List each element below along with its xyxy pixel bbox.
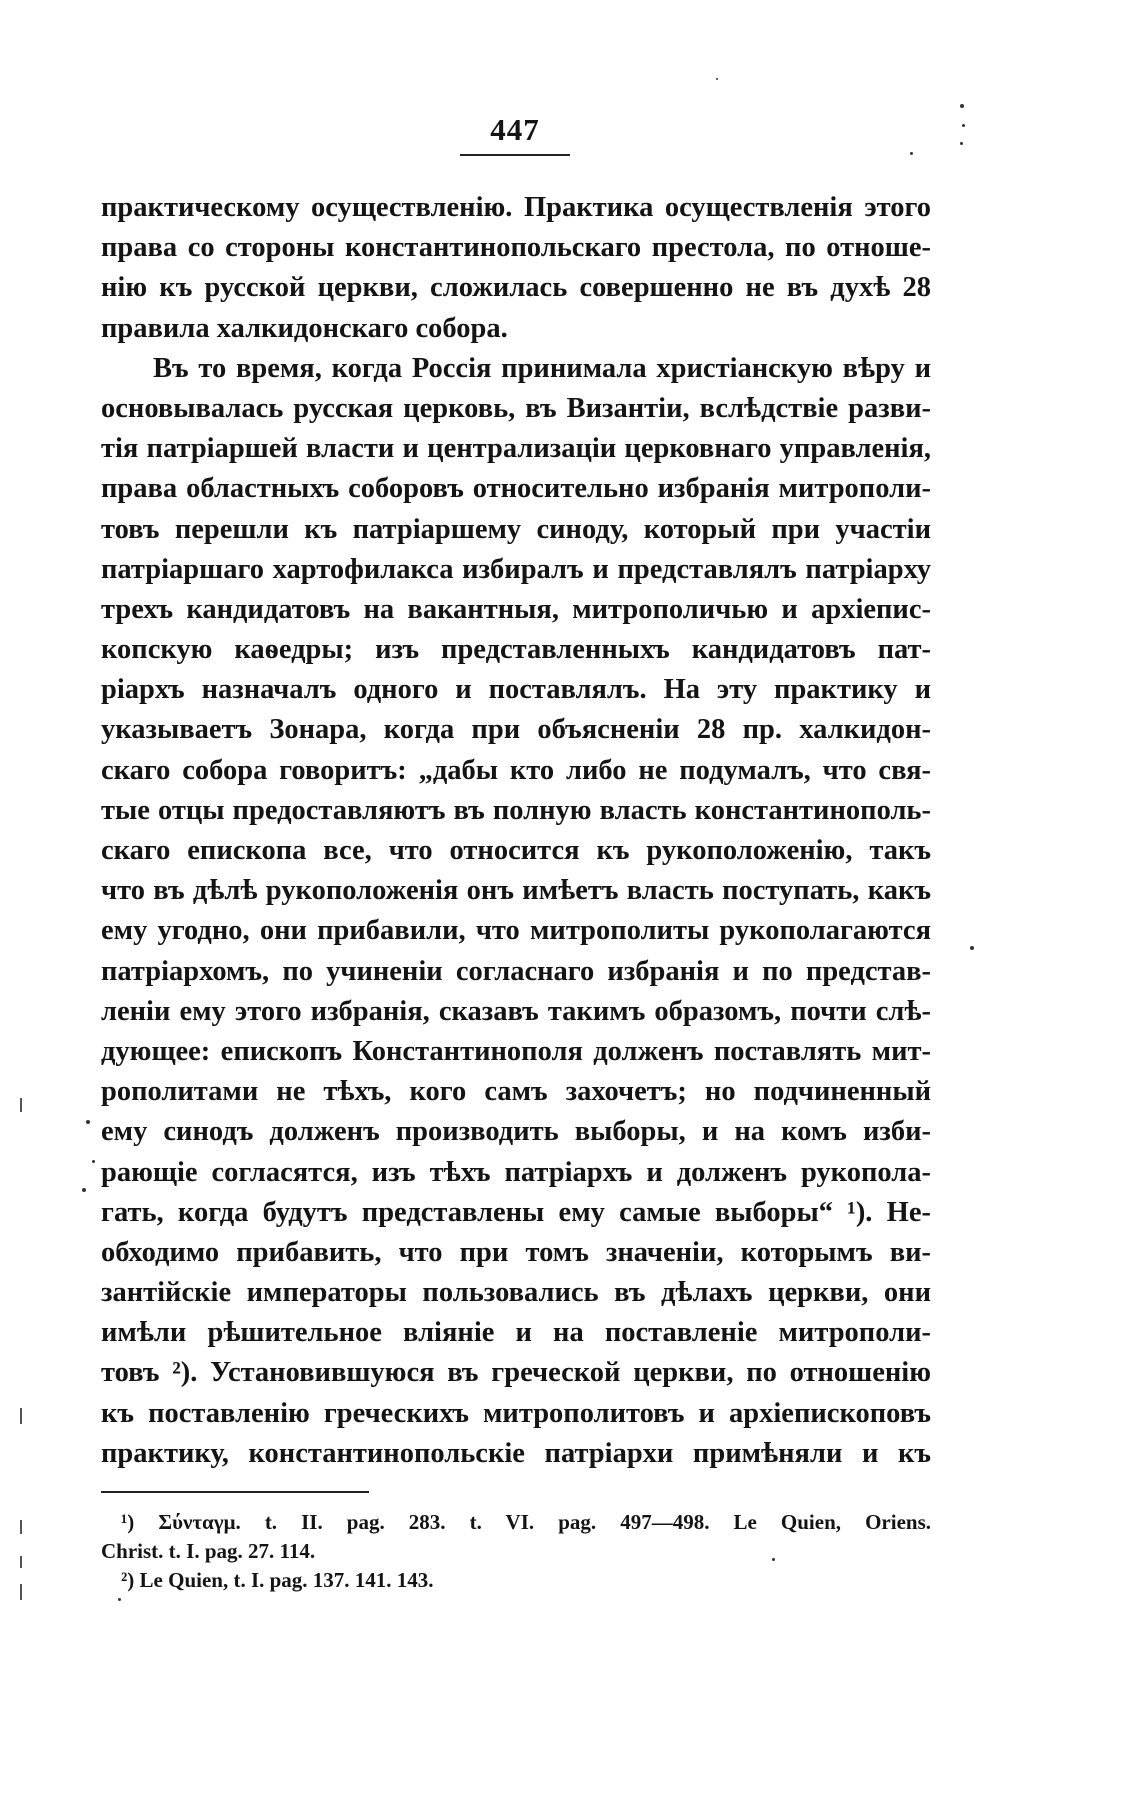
text-line: тые отцы предоставляютъ въ полную власть константинополь-	[101, 794, 931, 826]
text-line: имѣли рѣшительное вліяніе и на поставленіе митрополи-	[101, 1317, 931, 1349]
text-line: копскую каѳедры; изъ представленныхъ кандидатовъ пат-	[101, 634, 931, 666]
text-line: скаго епископа все, что относится къ рукоположенію, такъ	[101, 835, 931, 866]
text-line: скаго собора говоритъ: „дабы кто либо не подумалъ, что свя-	[101, 754, 931, 786]
scan-mark	[20, 1098, 22, 1112]
text-line: что въ дѣлѣ рукоположенія онъ имѣетъ власть поступать, какъ	[101, 875, 931, 907]
text-line: права областныхъ соборовъ относительно избранія митрополи-	[101, 473, 931, 505]
footnote-1: ¹) Σύνταγμ. t. II. pag. 283. t. VI. pag. 497—498. Le Quien, Oriens.	[121, 1510, 931, 1534]
text-line: ему синодъ долженъ производить выборы, и на комъ изби-	[101, 1116, 931, 1148]
scan-speck	[960, 104, 964, 108]
footnote-divider	[101, 1491, 369, 1493]
text-line: практику, константинопольскіе патріархи примѣняли и къ	[101, 1437, 931, 1469]
text-line: трехъ кандидатовъ на вакантныя, митрополичью и архіепис-	[101, 593, 931, 625]
text-line: зантійскіе императоры пользовались въ дѣлахъ церкви, они	[101, 1277, 931, 1309]
text-line: леніи ему этого избранія, сказавъ такимъ образомъ, почти слѣ-	[101, 995, 931, 1027]
text-line: ріархъ назначалъ одного и поставлялъ. На эту практику и	[101, 674, 931, 706]
scan-speck	[960, 142, 963, 145]
text-line: права со стороны константинопольскаго престола, по отноше-	[101, 232, 931, 264]
scan-speck	[86, 1120, 90, 1124]
scan-speck	[118, 1598, 121, 1601]
paragraph-first-line: Въ то время, когда Россія принимала христіанскую вѣру и	[153, 352, 931, 384]
text-line: товъ перешли къ патріаршему синоду, который при участіи	[101, 513, 931, 545]
footnote-1-continuation: Christ. t. I. pag. 27. 114.	[101, 1539, 316, 1563]
footnotes	[101, 1508, 931, 1595]
text-line: патріаршаго хартофилакса избиралъ и представлялъ патріарху	[101, 553, 931, 585]
text-line: дующее: епископъ Константинополя долженъ поставлять мит-	[101, 1035, 931, 1067]
text-line: тія патріаршей власти и централизаціи церковнаго управленія,	[101, 433, 931, 465]
scan-speck	[772, 1558, 775, 1561]
text-line: правила халкидонскаго собора.	[101, 312, 508, 344]
scan-mark	[20, 1584, 22, 1600]
body-text	[101, 188, 931, 1474]
text-line: патріархомъ, по учиненіи согласнаго избранія и по представ-	[101, 955, 931, 987]
text-line: гать, когда будутъ представлены ему самые выборы“ ¹). Не-	[101, 1196, 931, 1228]
footnote-2: ²) Le Quien, t. I. pag. 137. 141. 143.	[121, 1568, 434, 1592]
text-line: товъ ²). Установившуюся въ греческой церкви, по отношенію	[101, 1357, 931, 1389]
text-line: ему угодно, они прибавили, что митрополиты рукополагаются	[101, 915, 931, 947]
scan-speck	[82, 1188, 86, 1192]
scan-speck	[92, 1160, 95, 1163]
scan-mark	[20, 1408, 22, 1424]
scan-speck	[962, 124, 965, 127]
text-line: обходимо прибавить, что при томъ значеніи, которымъ ви-	[101, 1236, 931, 1268]
text-line: къ поставленію греческихъ митрополитовъ и архіепископовъ	[101, 1397, 931, 1429]
text-line: практическому осуществленію. Практика осуществленія этого	[101, 192, 931, 223]
text-line: нію къ русской церкви, сложилась совершенно не въ духѣ 28	[101, 272, 931, 304]
scan-mark	[20, 1520, 22, 1534]
text-line: указываетъ Зонара, когда при объясненіи 28 пр. халкидон-	[101, 714, 931, 746]
text-line: рающіе согласятся, изъ тѣхъ патріархъ и долженъ рукопола-	[101, 1156, 931, 1188]
scan-speck	[910, 152, 913, 155]
scan-mark	[20, 1556, 22, 1568]
page-number: 447	[460, 112, 570, 156]
text-line: рополитами не тѣхъ, кого самъ захочетъ; но подчиненный	[101, 1076, 931, 1108]
scan-speck	[970, 946, 974, 950]
scan-speck	[716, 78, 718, 80]
text-line: основывалась русская церковь, въ Византіи, вслѣдствіе разви-	[101, 392, 931, 424]
